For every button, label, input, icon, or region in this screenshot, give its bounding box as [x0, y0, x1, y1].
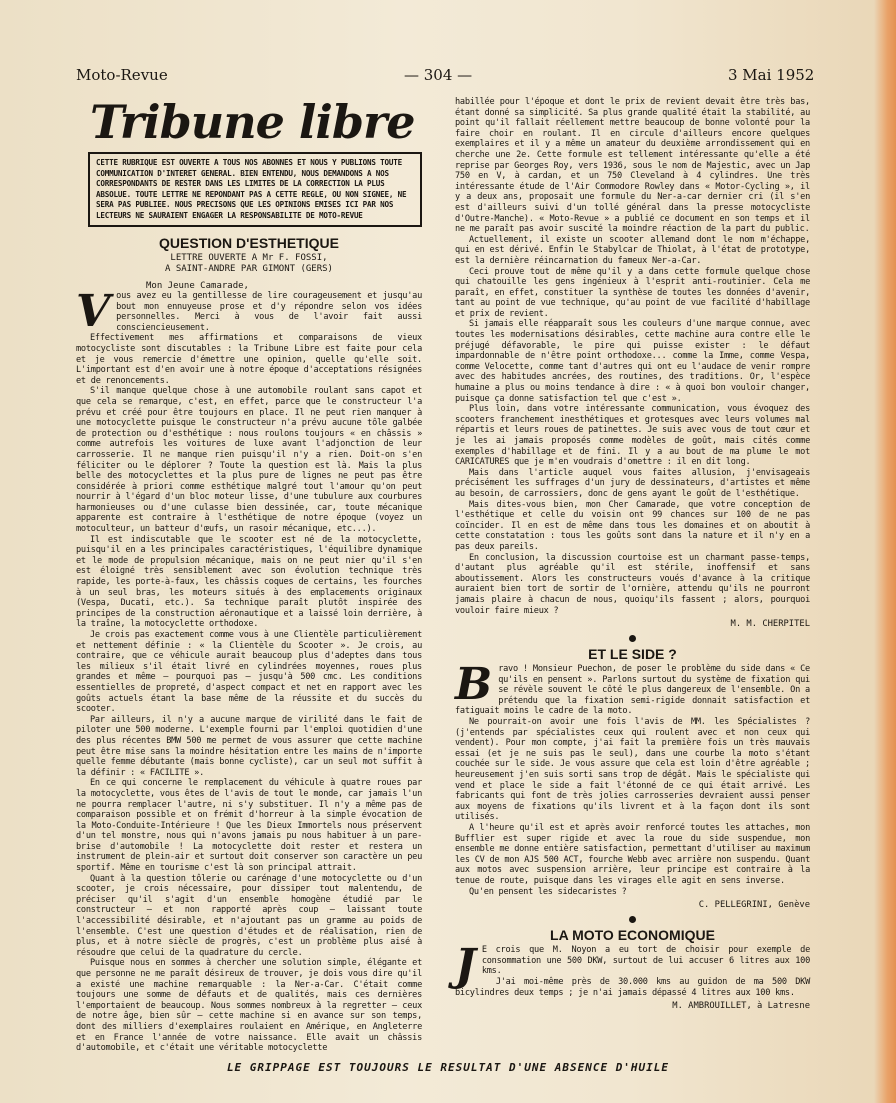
- paragraph: Actuellement, il existe un scooter allemand dont le nom m'échappe, qui en est dérivé. Enfin le Stabylcar de Thiolat, à l'état de prototype, est la dernière réincarnation du fameux Ner-a-Car.: [455, 234, 810, 266]
- paragraph: habillée pour l'époque et dont le prix de revient devait être très bas, étant donné sa simplicité. Sa plus grande qualité était la stabilité, au point qu'il fallait réellement mettre beaucoup de bonne volonté pour la faire choir en roulant. Il en circule d'ailleurs encore quelques exemplaires et il y a même un amateur du deuxième arrondissement qui en cherche une 2e. Cette formule est tellement intéressante qu'elle a été reprise par Georges Roy, vers 1936, sous le nom de Majestic, avec un Jap 750 en V, à cardan, et un 750 Cleveland à 4 cylindres. Une très intéressante étude de l'Air Commodore Rowley dans « Motor-Cycling », il y a deux ans, proposait une formule du Ner-a-car dernier cri (il s'en est d'ailleurs suivi d'un tollé général dans la presse motocycliste d'Outre-Manche). « Moto-Revue » a publié ce document en son temps et il ne me paraît pas avoir suscité la moindre réaction de la part du public.: [455, 97, 810, 235]
- paragraph: Puisque nous en sommes à chercher une solution simple, élégante et que personne ne me paraît désireux de trouver, je dois vous dire qu'il a existé une machine remarquable : la Ner-a-Car. C'était comme toujours une somme de défauts et de qualités, mais ces dernières l'emportaient de beaucoup. Nous sommes nombreux à la regretter — ceux de notre âge, bien sûr — cette machine si en avance sur son temps, dont des milliers d'exemplaires roulaient en Amérique, en Angleterre et en France l'année de votre naissance. Elle avait un châssis d'automobile, et c'était une véritable motocyclette: [76, 958, 422, 1054]
- paragraph: Ceci prouve tout de même qu'il y a dans cette formule quelque chose qui chatouille les gens ingénieux à l'esprit anti-routinier. Cela me paraît, en effet, constituer la synthèse de toutes les données d'avenir, tant au point de vue technique, qu'au point de vue facilité d'habillage et prix de revient.: [455, 266, 810, 319]
- article1-body-right: [455, 97, 810, 616]
- paragraph: ous avez eu la gentillesse de lire courageusement et jusqu'au bout mon ennuyeuse prose et d'y répondre selon vos idées personnelles. Merci à vous de l'avoir fait aussi consciencieusement.: [116, 291, 422, 333]
- paragraph: Quant à la question tôlerie ou carénage d'une motocyclette ou d'un scooter, je crois nécessaire, pour dissiper tout malentendu, de préciser qu'il s'agit d'un ensemble homogène étudié par le constructeur — et non rapporté après coup — laissant toute l'accessibilité désirable, et n'ajoutant pas un gramme au poids de l'ensemble. C'est une question d'études et de réalisation, rien de plus, et à notre siècle de progrès, c'est un problème plus aisé à résoudre que celui de la quadrature du cercle.: [76, 873, 422, 958]
- article3-body: [455, 940, 810, 998]
- page-edge: [874, 0, 896, 1103]
- paragraph: ravo ! Monsieur Puechon, de poser le problème du side dans « Ce qu'ils en pensent ». Parlons surtout du système de fixation qui se révèle souvent le côté le plus dangereux de l'ensemble. On a prétendu que la fixation semi-rigide donnait satisfaction et fatiguait moins le cadre de la moto.: [455, 664, 810, 717]
- article3-heading: LA MOTO ECONOMIQUE: [550, 927, 715, 944]
- paragraph: En ce qui concerne le remplacement du véhicule à quatre roues par la motocyclette, vous êtes de l'avis de tout le monde, car jamais l'un ne pourra remplacer l'autre, ni s'y substituer. Il n'y a même pas de comparaison possible et on frémit d'horreur à la simple évocation de la Moto-Conduite-Intérieure ! Que les Dieux Immortels nous préservent d'un tel monstre, nous qui n'avons jamais pu nous habituer à un pare-brise d'automobile ! La motocyclette doit rester et restera un instrument de plein-air et surtout doit conserver son caractère un peu sportif. Même en tourisme c'est là son principal attrait.: [76, 778, 422, 874]
- separator-dot: [629, 635, 636, 642]
- article2-signature: C. PELLEGRINI, Genève: [698, 900, 810, 911]
- paragraph: Il est indiscutable que le scooter est né de la motocyclette, puisqu'il en a les principales caractéristiques, l'équilibre dynamique et le mode de propulsion mécanique, mais on ne peut nier qu'il s'en est éloigné très sensiblement avec son évolution technique très rapide, les porte-à-faux, les châssis coques de certains, les fourches à un seul bras, les moteurs situés à des emplacements originaux (Vespa, Ducati, etc.). Sa technique paraît plutôt inspirée des principes de la construction aéronautique et a laissé loin derrière, à la traîne, la motocyclette orthodoxe.: [76, 534, 422, 630]
- article2-body: [455, 659, 810, 897]
- issue-date: 3 Mai 1952: [728, 66, 815, 84]
- paragraph: Mais dites-vous bien, mon Cher Camarade, que votre conception de l'esthétique et celle du voisin ont 99 chances sur 100 de ne pas coïncider. Il en est de même dans tous les domaines et on aboutit à cette constatation : tous les goûts sont dans la nature et il n'y en a pas deux pareils.: [455, 499, 810, 552]
- journal-name: Moto-Revue: [76, 66, 168, 84]
- paragraph: Plus loin, dans votre intéressante communication, vous évoquez des scooters franchement inesthétiques et grotesques avec leurs volumes mal répartis et leurs roues de patinettes. Je suis avec vous de tout cœur et je les ai jamais proposés comme modèles de goût, mais cités comme exemples d'habillage et de fini. Il y a au bout de ma plume le mot CARICATURES que je m'en voudrais d'omettre : il en dit long.: [455, 404, 810, 468]
- article1-greeting: Mon Jeune Camarade,: [146, 281, 249, 291]
- article1-subheading-1: LETTRE OUVERTE A Mr F. FOSSI,: [170, 253, 328, 263]
- article3-dropcap: J: [455, 940, 476, 992]
- paragraph: Par ailleurs, il n'y a aucune marque de virilité dans le fait de piloter une 500 moderne. L'exemple fourni par l'emploi quotidien d'une des plus récentes BMW 500 me permet de vous assurer que cette machine peut être mise sans la moindre hésitation entre les mains de n'importe quelle femme débutante (mais bonne cycliste), car un seul mot suffit à la définir : « FACILITE ».: [76, 714, 422, 778]
- paragraph: Mais dans l'article auquel vous faites allusion, j'envisageais précisément les suffrages d'un jury de dessinateurs, d'artistes et même au besoin, de carrossiers, donc de gens ayant le goût de l'esthétique.: [455, 467, 810, 499]
- paragraph: Qu'en pensent les sidecaristes ?: [469, 886, 627, 897]
- left-column: [76, 90, 422, 1054]
- article1-dropcap: V: [76, 286, 111, 337]
- footer-slogan: LE GRIPPAGE EST TOUJOURS LE RESULTAT D'UNE ABSENCE D'HUILE: [226, 1061, 670, 1074]
- article3-signature: M. AMBROUILLET, à Latresne: [672, 1001, 810, 1012]
- article1-heading: QUESTION D'ESTHETIQUE: [159, 235, 339, 251]
- notice-box: CETTE RUBRIQUE EST OUVERTE A TOUS NOS ABONNES ET NOUS Y PUBLIONS TOUTE COMMUNICATION D'INTERET GENERAL. BIEN ENTENDU, NOUS DEMANDONS A NOS CORRESPONDANTS DE RESTER DANS LES LIMITES DE LA CORRECTION LA PLUS ABSOLUE. TOUTE LETTRE NE REPONDANT PAS A CETTE REGLE, OU NON SIGNEE, NE SERA PAS PUBLIEE. NOUS PRECISONS QUE LES OPINIONS EMISES ICI PAR NOS LECTEURS NE SAURAIENT ENGAGER LA RESPONSABILITE DE MOTO-REVUE: [88, 152, 422, 227]
- paragraph: S'il manque quelque chose à une automobile roulant sans capot et que cela se remarque, c'est, en effet, parce que le constructeur l'a prévu et créé pour être toujours en place. Il ne peut rien manquer à une motocyclette puisque le constructeur n'a prévu aucune tôle galbée de protection ou d'esthétique : nous roulons toujours « en châssis » comme autrefois les voitures de luxe avant l'adjonction de leur carrosserie. Il ne manque rien puisqu'il n'y a rien. Doit-on s'en féliciter ou le déplorer ? Toute la question est là. Mais la plus belle des motocyclettes et la plus pure de lignes ne peut pas être considérée à priori comme esthétique malgré tout l'amour qu'on peut nourrir à l'égard d'un bloc moteur lisse, d'une tubulure aux courbures harmonieuses ou d'une culasse bien dessinée, car, toute mécanique apparente est contraire à l'esthétique de notre époque (voyez un motoculteur, un batteur d'œufs, un rasoir mécanique, etc...).: [76, 386, 422, 535]
- paragraph: Si jamais elle réapparaît sous les couleurs d'une marque connue, avec toutes les modernisations désirables, cette machine aura contre elle le préjugé défavorable, le pire qui puisse exister : le défaut impardonnable de n'être point orthodoxe... comme la Imme, comme Vespa, comme Velocette, comme tant d'autres qui ont eu l'audace de venir rompre avec des habitudes ancrées, des routines, des traditions. Or, l'espèce humaine a plus ou moins tendance à dire : « à quoi bon vouloir changer, puisque ça donne satisfaction tel que c'est ».: [455, 319, 810, 404]
- article1-signature: M. M. CHERPITEL: [730, 619, 810, 630]
- paragraph: J'ai moi-même près de 30.000 kms au guidon de ma 500 DKW bicylindres deux temps ; je n'ai jamais dépassé 4 litres aux 100 kms.: [455, 976, 810, 998]
- separator-dot: [629, 916, 636, 923]
- section-title: Tribune libre: [90, 95, 415, 149]
- paragraph: Je crois pas exactement comme vous à une Clientèle particulièrement et nettement définie : « la Clientèle du Scooter ». Je crois, au contraire, que ce véhicule aurait beaucoup plus d'adeptes dans tous les milieux s'il était livré en cylindrées moyennes, roues plus grandes et même — pourquoi pas — jusqu'à 500 cmc. Les conditions essentielles de propreté, d'aspect compact et net en rapport avec les goûts actuels étant la base même de la réussite et du succès du scooter.: [76, 630, 422, 715]
- paragraph: En conclusion, la discussion courtoise est un charmant passe-temps, d'autant plus agréable qu'il est stérile, inoffensif et sans aboutissement. Alors les constructeurs voués d'avance à la critique auraient bien tort de sortir de l'ornière, attendu qu'ils ne pourront jamais plaire à chacun de nous, quoiqu'ils fassent ; alors, pourquoi vouloir faire mieux ?: [455, 552, 810, 616]
- article1-subheading-2: A SAINT-ANDRE PAR GIMONT (GERS): [165, 264, 333, 274]
- paragraph: Effectivement mes affirmations et comparaisons de vieux motocycliste sont discutables : la Tribune Libre est faite pour cela et je vous remercie d'émettre une opinion, quelle qu'elle soit. L'important est d'en avoir une à notre époque d'acceptations résignées et de renoncements.: [76, 333, 422, 386]
- right-column: [455, 97, 810, 1052]
- article2-dropcap: B: [455, 659, 493, 711]
- paragraph: A l'heure qu'il est et après avoir renforcé toutes les attaches, mon Bufflier est super rigide et avec la roue du side suspendue, mon ensemble me donne entière satisfaction, permettant d'utiliser au maximum les CV de mon AJS 500 ACT, fourche Webb avec arrière non suspendu. Quant aux motos avec suspension arrière, leur principe est contraire à la tenue de route, puisque dans les virages elle agit en sens inverse.: [455, 823, 810, 886]
- page-number: — 304 —: [404, 66, 473, 84]
- paragraph: E crois que M. Noyon a eu tort de choisir pour exemple de consommation une 500 DKW, surtout de lui accuser 6 litres aux 100 kms.: [481, 945, 810, 977]
- paragraph: Ne pourrait-on avoir une fois l'avis de MM. les Spécialistes ? (j'entends par spécialistes ceux qui roulent avec et non ceux qui vendent). Pour mon compte, j'ai fait la première fois un très mauvais essai (et je ne suis pas le seul), dans une courbe la moto s'étant couchée sur le side. Je vous assure que cela est loin d'être agréable ; heureusement j'en suis sorti sans trop de dégât. Mais le spécialiste qui vend et place le side a fait l'étonné de ce qui était arrivé. Les fabricants qui font de très jolies carrosseries devraient aussi penser aux moyens de fixations qu'ils livrent et à la façon dont ils sont utilisés.: [455, 717, 810, 823]
- article2-heading: ET LE SIDE ?: [588, 646, 677, 663]
